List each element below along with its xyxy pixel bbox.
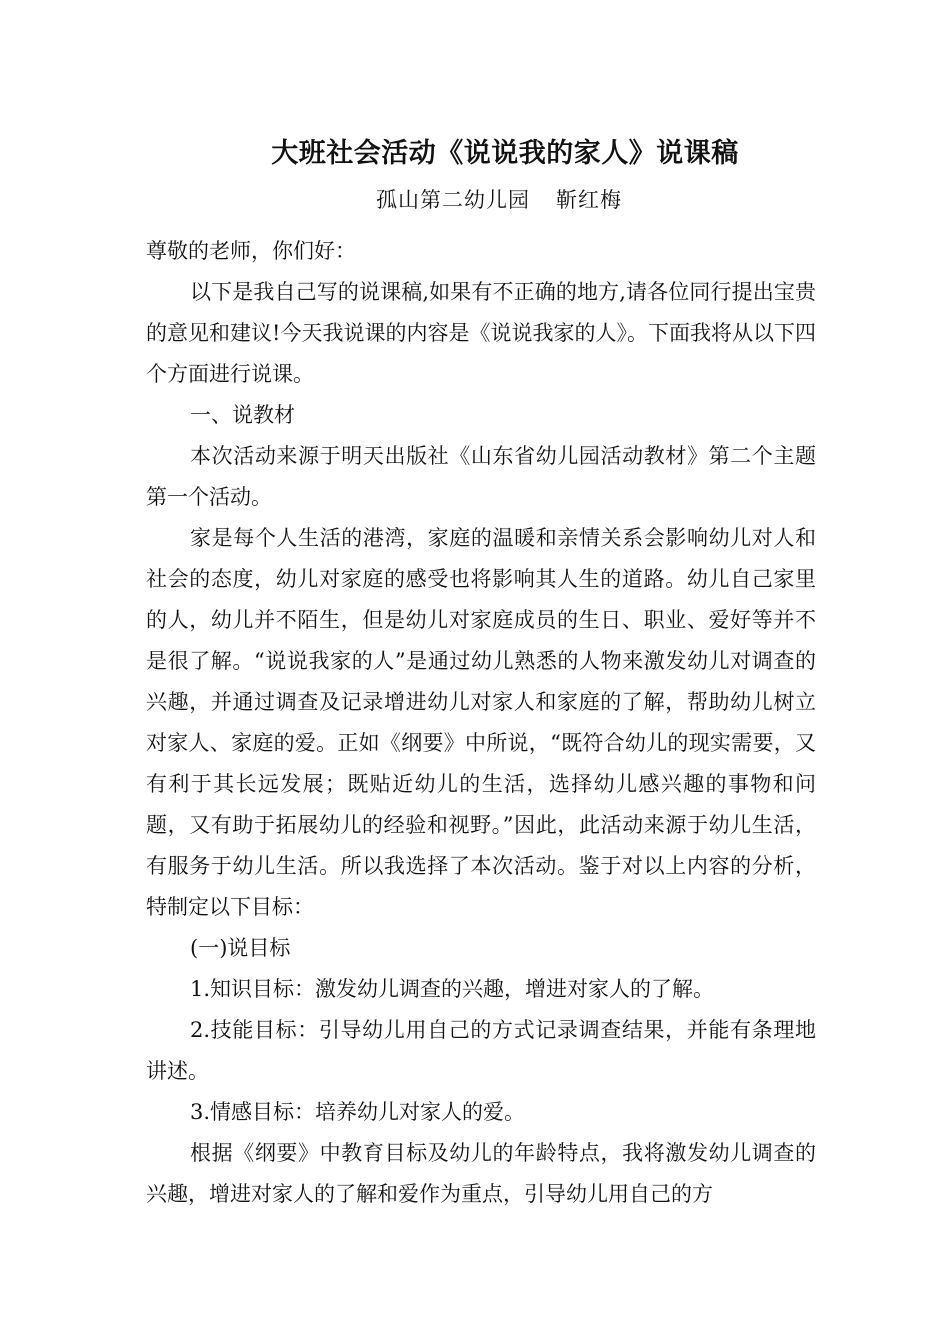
paragraph-intro: 以下是我自己写的说课稿,如果有不正确的地方,请各位同行提出宝贵的意见和建议!今天我说课的内容是《说说我家的人》。下面我将从以下四个方面进行说课。 <box>146 280 816 386</box>
author-name: 靳红梅 <box>556 188 622 212</box>
author-school: 孤山第二幼儿园 <box>376 188 530 212</box>
section-heading-goals: (一)说目标 <box>190 936 291 960</box>
goal-skill: 2.技能目标：引导幼儿用自己的方式记录调查结果，并能有条理地讲述。 <box>146 1018 816 1083</box>
paragraph-source: 本次活动来源于明天出版社《山东省幼儿园活动教材》第二个主题第一个活动。 <box>146 444 816 509</box>
section-heading-material: 一、说教材 <box>190 403 295 427</box>
paragraph-key-points: 根据《纲要》中教育目标及幼儿的年龄特点，我将激发幼儿调查的兴趣，增进对家人的了解和爱作为重点，引导幼儿用自己的方 <box>146 1141 816 1206</box>
greeting: 尊敬的老师，你们好： <box>146 239 356 263</box>
author-line <box>0 184 950 216</box>
document-body <box>146 231 816 1215</box>
goal-knowledge: 1.知识目标：激发幼儿调查的兴趣，增进对家人的了解。 <box>190 977 715 1001</box>
document-title: 大班社会活动《说说我的家人》说课稿 <box>271 138 739 169</box>
goal-emotion: 3.情感目标：培养幼儿对家人的爱。 <box>190 1100 526 1124</box>
paragraph-analysis: 家是每个人生活的港湾，家庭的温暖和亲情关系会影响幼儿对人和社会的态度，幼儿对家庭的感受也将影响其人生的道路。幼儿自己家里的人，幼儿并不陌生，但是幼儿对家庭成员的生日、职业、爱好等并不是很了解。“说说我家的人”是通过幼儿熟悉的人物来激发幼儿对调查的兴趣，并通过调查及记录增进幼儿对家人和家庭的了解，帮助幼儿树立对家人、家庭的爱。正如《纲要》中所说，“既符合幼儿的现实需要，又有利于其长远发展；既贴近幼儿的生活，选择幼儿感兴趣的事物和问题，又有助于拓展幼儿的经验和视野。”因此，此活动来源于幼儿生活，有服务于幼儿生活。所以我选择了本次活动。鉴于对以上内容的分析，特制定以下目标： <box>146 526 816 919</box>
